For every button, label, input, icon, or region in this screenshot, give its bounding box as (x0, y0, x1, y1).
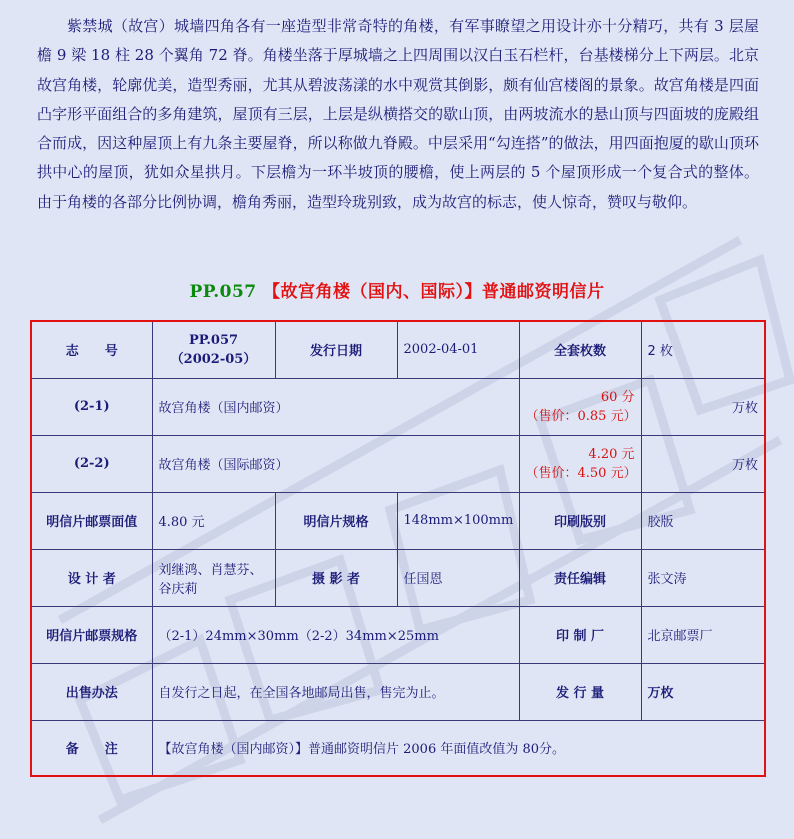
photographer: 任国恩 (397, 549, 519, 606)
label-serial: 志 号 (31, 321, 152, 378)
stamp-info-table (30, 320, 766, 777)
table-row (31, 435, 765, 492)
item-2-name: 故宫角楼（国际邮资） (152, 435, 519, 492)
title-name: 【故宫角楼（国内、国际）】普通邮资明信片 (263, 282, 605, 302)
table-row (31, 492, 765, 549)
label-editor: 责任编辑 (519, 549, 641, 606)
issue-date: 2002-04-01 (397, 321, 519, 378)
item-1-face: 60 分 (600, 389, 635, 405)
table-row (31, 663, 765, 720)
item-2-price (519, 435, 641, 492)
sale-method: 自发行之日起，在全国各地邮局出售，售完为止。 (152, 663, 519, 720)
designer: 刘继鸿、肖慧芬、谷庆莉 (152, 549, 275, 606)
item-1-name: 故宫角楼（国内邮资） (152, 378, 519, 435)
note: 【故宫角楼（国内邮资）】普通邮资明信片 2006 年面值改值为 80分。 (152, 720, 765, 776)
serial-value (152, 321, 275, 378)
label-item-2: (2-2) (31, 435, 152, 492)
label-item-1: (2-1) (31, 378, 152, 435)
item-1-unit: 万枚 (641, 378, 765, 435)
label-card-spec: 明信片规格 (275, 492, 397, 549)
intro-paragraph: 紫禁城（故宫）城墙四角各有一座造型非常奇特的角楼，有军事瞭望之用设计亦十分精巧，共有 3 层屋檐 9 梁 18 柱 28 个翼角 72 脊。角楼坐落于厚城墙之上四周围以汉白玉石栏杆，台基楼梯分上下两层。北京故宫角楼，轮廓优美，造型秀丽，尤其从碧波荡漾的水中观赏其倒影，颇有仙宫楼阁的景象。故宫角楼是四面凸字形平面组合的多角建筑，屋顶有三层，上层是纵横搭交的歇山顶，由两坡流水的悬山顶与四面坡的庞殿组合而成，因这种屋顶上有九条主要屋脊，所以称做九脊殿。中层采用“勾连搭”的做法，用四面抱厦的歇山顶环拱中心的屋顶，犹如众星拱月。下层檐为一环半坡顶的腰檐，使上两层的 5 个屋顶形成一个复合式的整体。由于角楼的各部分比例协调，檐角秀丽，造型玲珑别致，成为故宫的标志，使人惊奇，赞叹与敬仰。 (37, 17, 759, 211)
label-print-type: 印刷版别 (519, 492, 641, 549)
label-set-count: 全套枚数 (519, 321, 641, 378)
serial-code: PP.057 (188, 332, 239, 348)
label-note: 备 注 (31, 720, 152, 776)
set-count: 2 枚 (641, 321, 765, 378)
quantity: 万枚 (641, 663, 765, 720)
printer: 北京邮票厂 (641, 606, 765, 663)
label-stamp-spec: 明信片邮票规格 (31, 606, 152, 663)
serial-sub: （2002-05） (170, 351, 257, 367)
stamp-spec: （2-1）24mm×30mm（2-2）34mm×25mm (152, 606, 519, 663)
item-2-unit: 万枚 (641, 435, 765, 492)
table-row (31, 378, 765, 435)
title-code: PP.057 (189, 282, 257, 302)
label-designer: 设 计 者 (31, 549, 152, 606)
table-row (31, 720, 765, 776)
item-2-sale: （售价：4.50 元） (525, 465, 637, 481)
label-issue-date: 发行日期 (275, 321, 397, 378)
print-type: 胶版 (641, 492, 765, 549)
table-row (31, 606, 765, 663)
item-1-sale: （售价：0.85 元） (525, 408, 637, 424)
item-1-price (519, 378, 641, 435)
item-2-face: 4.20 元 (588, 446, 635, 462)
table-row (31, 549, 765, 606)
label-sale-method: 出售办法 (31, 663, 152, 720)
table-row (31, 321, 765, 378)
label-printer: 印 制 厂 (519, 606, 641, 663)
page-title (0, 277, 794, 302)
label-photographer: 摄 影 者 (275, 549, 397, 606)
face-value: 4.80 元 (152, 492, 275, 549)
editor: 张文涛 (641, 549, 765, 606)
label-face-value: 明信片邮票面值 (31, 492, 152, 549)
card-spec: 148mm×100mm (397, 492, 519, 549)
label-quantity: 发 行 量 (519, 663, 641, 720)
